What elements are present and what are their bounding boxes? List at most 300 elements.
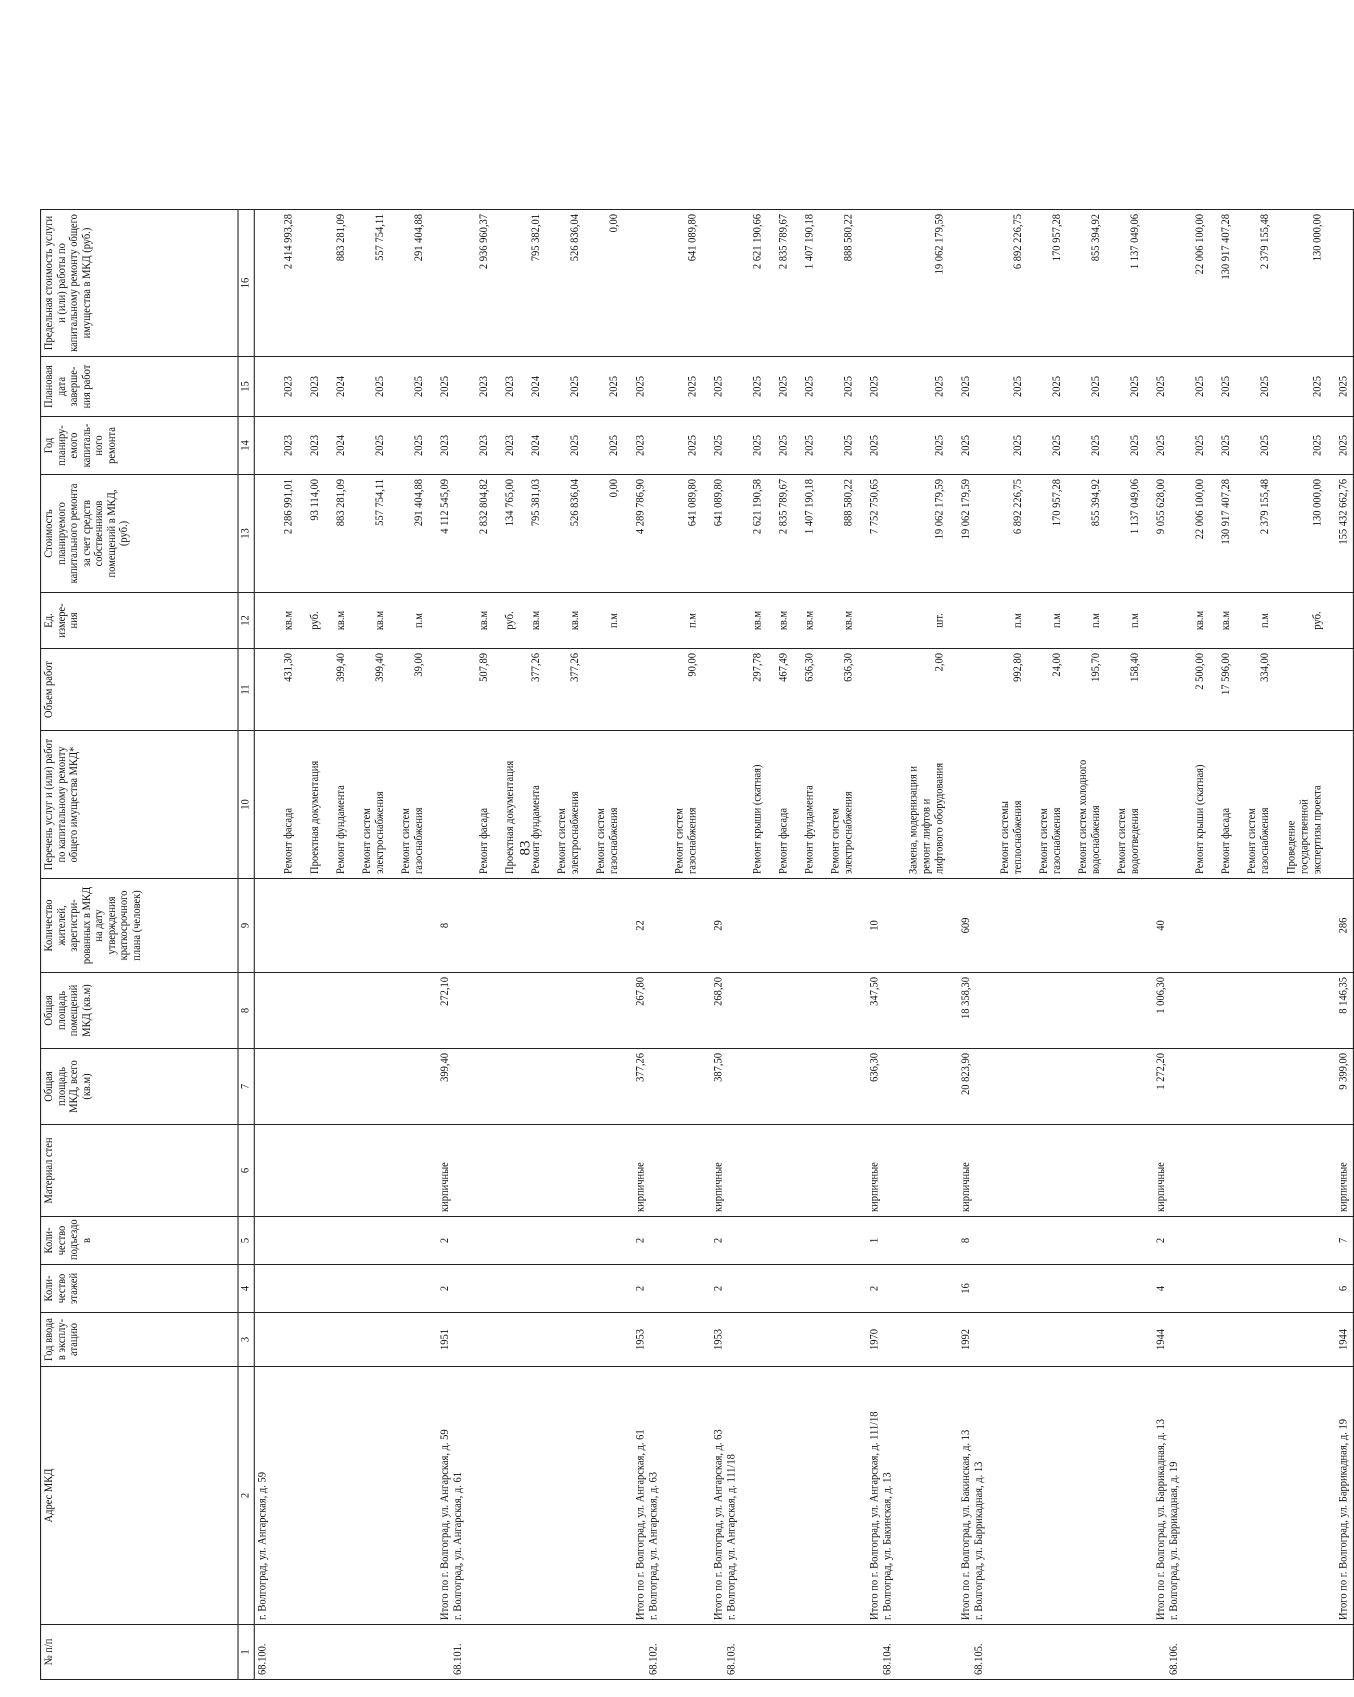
blank-line [296,1129,309,1212]
work-end: 2025 [1090,376,1103,397]
blank-line [400,1317,413,1362]
blank-line [648,1317,661,1362]
blank-line [413,1129,426,1212]
work-year: 2025 [374,435,387,456]
blank-line [1234,1129,1247,1212]
blank-line [296,1317,309,1362]
blank-line [1325,597,1338,644]
work-volume: 334,00 [1259,653,1272,682]
work-name: ремонт лифтов и [921,798,933,874]
blank-line [752,1371,765,1620]
total-end: 2025 [868,376,881,397]
blank-line [1012,1371,1025,1620]
blank-line [1064,1221,1077,1260]
blank-line [1077,421,1090,470]
blank-line [1012,1317,1025,1362]
blank-line [765,1221,778,1260]
column-number: 13 [238,475,254,593]
work-unit: кв.м [569,610,582,631]
blank-line [674,1629,687,1675]
blank-line [843,1053,856,1120]
blank-line [452,361,465,412]
blank-line [270,421,283,470]
blank-line [309,1221,322,1260]
blank-line [687,883,700,968]
blank-line [491,361,504,412]
work-cost: 2 835 789,67 [777,479,790,535]
header-cell: Объем работ [41,649,238,731]
blank-line [960,1629,973,1675]
blank-line [869,735,882,874]
work-year: 2025 [1220,435,1233,456]
blank-line [791,1269,804,1308]
blank-line [596,1629,609,1675]
blank-line [517,1269,530,1308]
work-volume: 17 596,00 [1220,653,1233,695]
blank-line [257,1129,270,1212]
blank-line [257,1317,270,1362]
blank-line [465,1317,478,1362]
blank-line [674,1129,687,1212]
blank-line [1142,597,1155,644]
blank-line [1247,653,1260,726]
blank-line [778,1053,791,1120]
work-unit: п.м [1090,613,1103,628]
work-unit: кв.м [1194,610,1207,631]
blank-line [543,1269,556,1308]
blank-line [856,1629,869,1675]
blank-line [543,479,556,588]
work-name: Замена, модернизация и [908,766,920,874]
blank-line [426,1269,439,1308]
blank-line [1103,1371,1116,1620]
blank-line [1234,1317,1247,1362]
blank-line [1247,883,1260,968]
blank-line [452,597,465,644]
work-limit: 130 000,00 [1311,214,1324,262]
work-volume: 195,70 [1090,653,1103,682]
blank-line [478,1317,491,1362]
total-year: 2025 [712,435,725,456]
blank-line [700,735,713,874]
blank-line [622,1629,635,1675]
blank-line [387,1629,400,1675]
blank-line [1142,977,1155,1044]
total-entrances: 2 [634,1237,647,1244]
blank-line [765,1317,778,1362]
blank-line [374,977,387,1044]
blank-line [713,1629,726,1675]
blank-line [1038,1129,1051,1212]
blank-line [739,1053,752,1120]
blank-line [491,1269,504,1308]
header-cell: Общая площадь МКД, всего (кв.м) [41,1049,238,1125]
blank-line [1273,479,1286,588]
blank-line [374,1629,387,1675]
blank-line [426,1129,439,1212]
blank-line [1103,735,1116,874]
blank-line [583,1317,596,1362]
blank-line [661,1053,674,1120]
column-number: 6 [238,1125,254,1217]
blank-line [556,214,569,352]
blank-line [895,1317,908,1362]
work-unit: кв.м [283,610,295,631]
blank-line [1207,1371,1220,1620]
work-name: экспертизы проекта [1311,785,1324,874]
blank-line [426,977,439,1044]
header-cell: Адрес МКД [41,1367,238,1625]
blank-line [622,735,635,874]
blank-line [322,214,335,352]
blank-line [1142,1317,1155,1362]
blank-line [830,1053,843,1120]
blank-line [1325,653,1338,726]
blank-line [700,1371,713,1620]
blank-line [1064,653,1077,726]
work-year: 2024 [530,435,543,456]
blank-line [882,1221,895,1260]
work-name: Проведение [1285,820,1298,874]
blank-line [1207,1317,1220,1362]
blank-line [1025,361,1038,412]
blank-line [843,1269,856,1308]
blank-line [1325,421,1338,470]
blank-line [1299,977,1312,1044]
blank-line [1064,735,1077,874]
blank-line [739,1129,752,1212]
blank-line [1116,214,1129,352]
blank-line [348,653,361,726]
blank-line [426,883,439,968]
work-year: 2025 [1129,435,1142,456]
blank-line [1207,479,1220,588]
work-name: государственной [1298,799,1311,874]
blank-line [270,1269,283,1308]
total-material: кирпичные [960,1162,973,1212]
blank-line [648,1221,661,1260]
work-name: лифтового оборудования [934,762,946,874]
blank-line [596,597,609,644]
blank-line [1025,653,1038,726]
blank-line [908,479,921,588]
blank-line [934,1269,947,1308]
blank-line [1247,1221,1260,1260]
total-residents: 40 [1155,920,1168,931]
col-material [254,1125,1353,1217]
work-name: газоснабжения [1259,807,1272,874]
blank-line [648,883,661,968]
work-limit: 641 089,80 [686,214,699,262]
row-number: 68.105. [973,1643,986,1675]
work-volume: 399,40 [335,653,348,682]
blank-line [765,1629,778,1675]
blank-line [1077,883,1090,968]
blank-line [687,1221,700,1260]
blank-line [882,1269,895,1308]
total-area: 9 399,00 [1337,1053,1350,1090]
blank-line [986,1053,999,1120]
blank-line [296,597,309,644]
blank-line [1181,735,1194,874]
blank-line [1142,421,1155,470]
blank-line [700,1269,713,1308]
total-material: кирпичные [439,1162,452,1212]
blank-line [882,1053,895,1120]
work-end: 2025 [777,376,790,397]
blank-line [257,1053,270,1120]
work-unit: кв.м [1220,610,1233,631]
blank-line [986,479,999,588]
blank-line [648,214,661,352]
work-name: Ремонт крыши (скатная) [751,764,764,874]
blank-line [752,1053,765,1120]
blank-line [361,421,374,470]
blank-line [1247,479,1260,588]
blank-line [804,1221,817,1260]
work-year: 2025 [803,435,816,456]
work-end: 2025 [803,376,816,397]
blank-line [491,1129,504,1212]
blank-line [257,1221,270,1260]
blank-line [895,653,908,726]
blank-line [1090,1129,1103,1212]
blank-line [1129,1053,1142,1120]
work-volume: 467,49 [777,653,790,682]
blank-line [648,479,661,588]
blank-line [1207,1629,1220,1675]
blank-line [1194,1317,1207,1362]
work-year: 2025 [1051,435,1064,456]
work-volume: 377,26 [530,653,543,682]
blank-line [439,597,452,644]
blank-line [361,479,374,588]
blank-line [817,653,830,726]
blank-line [296,735,309,874]
blank-line [986,421,999,470]
blank-line [413,1371,426,1620]
header-cell: Плановая дата заверше-ния работ [41,357,238,417]
work-cost: 2 286 991,01 [283,479,295,535]
blank-line [1155,214,1168,352]
blank-line [1312,1053,1325,1120]
work-name: электроснабжения [842,791,855,874]
blank-line [556,1221,569,1260]
blank-line [986,1129,999,1212]
blank-line [726,1053,739,1120]
column-number: 5 [238,1217,254,1265]
blank-line [869,597,882,644]
blank-line [400,421,413,470]
total-material: кирпичные [712,1162,725,1212]
work-end: 2025 [1012,376,1025,397]
blank-line [596,1269,609,1308]
work-unit: кв.м [335,610,348,631]
work-cost: 22 006 100,00 [1194,479,1207,540]
total-label: Итого по г. Волгоград, ул. Бакинская, д. 13 [960,1429,973,1620]
blank-line [296,1221,309,1260]
blank-line [569,1129,582,1212]
blank-line [1103,1053,1116,1120]
blank-line [895,479,908,588]
blank-line [986,1371,999,1620]
blank-line [804,1317,817,1362]
blank-line [596,883,609,968]
blank-line [400,883,413,968]
blank-line [1286,977,1299,1044]
blank-line [387,1371,400,1620]
blank-line [752,977,765,1044]
blank-line [1129,1629,1142,1675]
work-year: 2025 [1012,435,1025,456]
blank-line [778,1371,791,1620]
blank-line [1286,653,1299,726]
blank-line [335,1053,348,1120]
blank-line [830,1629,843,1675]
blank-line [257,735,270,874]
total-year: 2025 [960,435,973,456]
blank-line [804,1129,817,1212]
blank-line [1299,883,1312,968]
blank-line [817,735,830,874]
blank-line [986,597,999,644]
blank-line [1260,1629,1273,1675]
blank-line [374,1317,387,1362]
work-unit: кв.м [478,610,491,631]
blank-line [1181,1629,1194,1675]
blank-line [609,883,622,968]
work-cost: 1 137 049,06 [1129,479,1142,535]
work-end: 2025 [1194,376,1207,397]
total-year-built: 1944 [1337,1329,1350,1350]
blank-line [1325,1221,1338,1260]
work-year: 2025 [1194,435,1207,456]
blank-line [1038,1221,1051,1260]
blank-line [387,361,400,412]
blank-line [491,1221,504,1260]
blank-line [348,479,361,588]
blank-line [1286,1629,1299,1675]
blank-line [1286,1317,1299,1362]
work-volume: 90,00 [686,653,699,677]
blank-line [374,883,387,968]
blank-line [1168,883,1181,968]
blank-line [778,1629,791,1675]
blank-line [895,1269,908,1308]
blank-line [1181,883,1194,968]
blank-line [635,1629,648,1675]
blank-line [1051,1629,1064,1675]
blank-line [257,597,270,644]
total-residents: 8 [439,922,452,929]
work-end: 2023 [283,376,295,397]
blank-line [921,479,934,588]
work-volume [309,653,322,726]
blank-line [283,1129,296,1212]
blank-line [817,1269,830,1308]
blank-line [348,977,361,1044]
blank-line [1064,1269,1077,1308]
work-year: 2025 [751,435,764,456]
work-year: 2025 [1311,435,1324,456]
blank-line [491,1629,504,1675]
work-unit: кв.м [751,610,764,631]
blank-line [791,977,804,1044]
work-volume [504,653,517,726]
blank-line [400,1629,413,1675]
work-limit: 6 892 226,75 [1012,214,1025,270]
blank-line [830,653,843,726]
work-name: Ремонт фундамента [335,785,348,874]
blank-line [648,1053,661,1120]
blank-line [674,1269,687,1308]
blank-line [895,735,908,874]
blank-line [504,1629,517,1675]
blank-line [348,735,361,874]
blank-line [713,597,726,644]
total-area-premises: 347,50 [868,977,881,1006]
total-year-built: 1951 [439,1329,452,1350]
blank-line [1025,977,1038,1044]
blank-line [257,883,270,968]
blank-line [609,1269,622,1308]
blank-line [791,1371,804,1620]
blank-line [543,1053,556,1120]
blank-line [309,1269,322,1308]
blank-line [1207,361,1220,412]
blank-line [765,1053,778,1120]
header-cell: Материал стен [41,1125,238,1217]
work-limit: 883 281,09 [335,214,348,262]
blank-line [1116,1269,1129,1308]
blank-line [465,735,478,874]
work-volume: 158,40 [1129,653,1142,682]
blank-line [934,1129,947,1212]
blank-line [296,421,309,470]
blank-line [335,1269,348,1308]
blank-line [635,735,648,874]
header-cell: Перечень услуг и (или) работ по капитальному ремонту общего имущества МКД* [41,731,238,879]
blank-line [700,214,713,352]
blank-line [1116,479,1129,588]
work-cost: 2 379 155,48 [1259,479,1272,535]
blank-line [791,735,804,874]
blank-line [700,421,713,470]
blank-line [1129,1269,1142,1308]
blank-line [478,883,491,968]
work-end: 2025 [1220,376,1233,397]
blank-line [765,214,778,352]
blank-line [1325,1629,1338,1675]
blank-line [1064,1317,1077,1362]
blank-line [1286,1371,1299,1620]
blank-line [1077,977,1090,1044]
blank-line [1181,1053,1194,1120]
blank-line [869,214,882,352]
column-number: 7 [238,1049,254,1125]
blank-line [947,1129,960,1212]
blank-line [400,214,413,352]
blank-line [973,1221,986,1260]
blank-line [504,1317,517,1362]
blank-line [791,361,804,412]
blank-line [504,1053,517,1120]
blank-line [1168,361,1181,412]
blank-line [348,1129,361,1212]
blank-line [270,1317,283,1362]
blank-line [1103,1317,1116,1362]
blank-line [426,479,439,588]
